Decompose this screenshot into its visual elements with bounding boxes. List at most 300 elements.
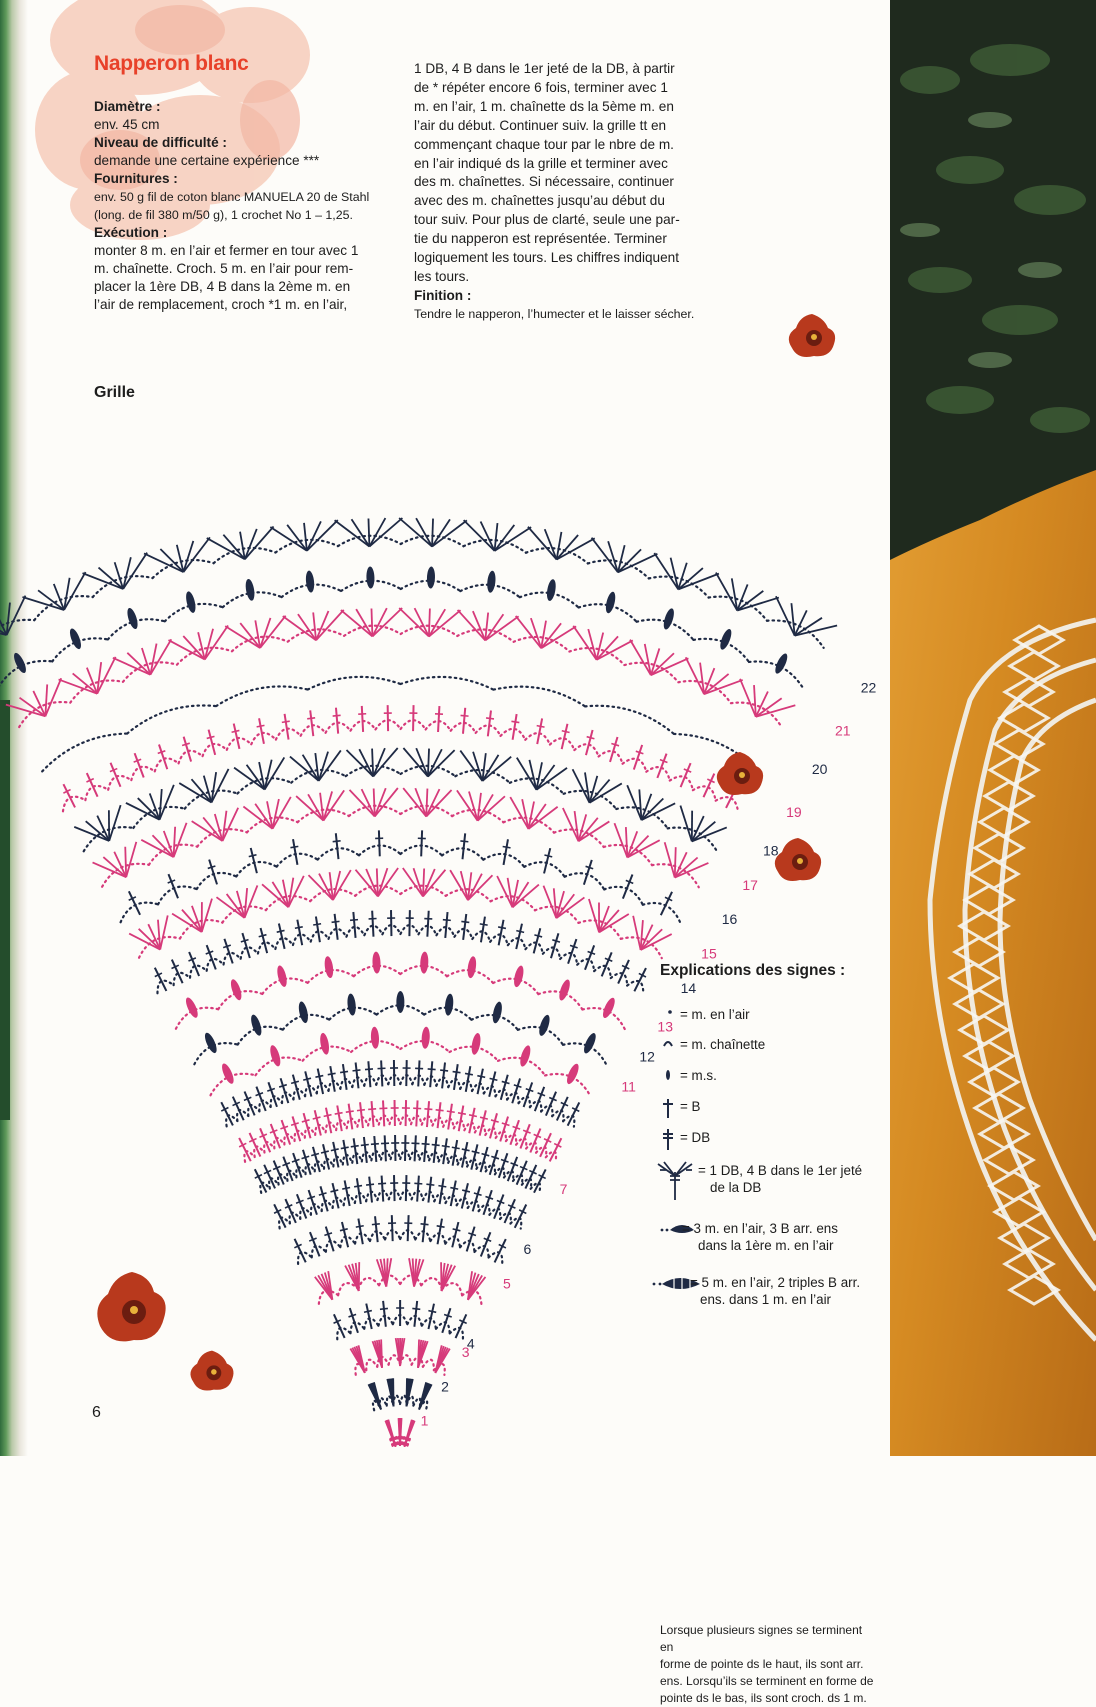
fan-stitch: [665, 842, 675, 877]
info-column: [94, 98, 394, 314]
round-number: 12: [639, 1048, 655, 1064]
stitch-mark: [335, 914, 338, 940]
stitch-mark: [562, 731, 570, 733]
stitch-mark: [481, 1232, 491, 1256]
stitch-mark: [466, 1066, 471, 1092]
fan-stitch: [316, 610, 344, 640]
leaf-stitch: [421, 1027, 430, 1049]
stitch-mark: [224, 939, 232, 964]
stitch-mark: [354, 1186, 362, 1187]
fan-stitch: [125, 847, 126, 877]
round-number: 15: [701, 945, 717, 961]
fan-stitch: [557, 538, 595, 559]
stitch-mark: [282, 721, 290, 722]
fan-stitch: [296, 796, 323, 820]
leaf-stitch: [319, 1032, 331, 1055]
stitch-mark: [424, 1109, 432, 1110]
stitch-mark: [277, 930, 285, 932]
stitch-mark: [618, 960, 629, 984]
fan-stitch: [368, 519, 369, 547]
chain-stitches: [749, 662, 803, 688]
stitch-mark: [330, 1190, 338, 1192]
fan-stitch: [245, 529, 257, 559]
fan-stitch: [429, 609, 445, 636]
stitch-mark: [316, 916, 320, 942]
stitch-mark: [372, 1224, 380, 1225]
stitch-mark: [364, 1311, 372, 1313]
fan-stitch: [633, 916, 640, 950]
fan-stitch: [678, 574, 719, 590]
fan-stitch: [362, 789, 375, 816]
stitch-mark: [129, 891, 140, 914]
fan-stitch: [675, 847, 676, 877]
fan-stitch: [371, 608, 372, 636]
stitch-mark: [412, 1308, 420, 1309]
fan-stitch: [469, 792, 478, 821]
stitch-mark: [418, 1060, 419, 1086]
instruction-line: logiquement les tours. Les chiffres indiquent: [414, 249, 714, 268]
stitch-mark: [586, 730, 593, 755]
fan-stitch: [59, 679, 98, 693]
fan-stitch: [359, 749, 373, 776]
stitch-mark: [318, 1069, 323, 1094]
stitch-mark: [417, 1176, 419, 1202]
fan-stitch: [429, 609, 430, 637]
fan-stitch: [319, 752, 328, 781]
stitch-mark: [337, 1106, 342, 1132]
round-number: 5: [503, 1276, 511, 1292]
fan-stitch: [378, 868, 398, 896]
execution-line: l’air de remplacement, croch *1 m. en l’air,: [94, 296, 394, 314]
stitch-mark: [319, 1193, 327, 1195]
leaf-stitch: [444, 993, 454, 1016]
leaf-stitch: [276, 965, 289, 988]
stitch-mark: [315, 1076, 323, 1078]
fan-stitch: [22, 597, 64, 610]
fan-stitch: [335, 520, 370, 546]
stitch-mark: [302, 1156, 310, 1158]
stitch-mark: [428, 1177, 431, 1203]
stitch-mark: [462, 1190, 470, 1192]
stitch-mark: [259, 718, 264, 744]
stitch-mark: [182, 743, 190, 745]
chain-stitches: [216, 686, 308, 706]
page-number: 6: [92, 1404, 101, 1422]
stitch-mark: [461, 715, 469, 716]
stitch-mark: [315, 1110, 321, 1135]
leaf-stitch: [184, 591, 197, 614]
stitch-mark: [334, 1314, 345, 1338]
fan-stitch: [403, 748, 427, 777]
fan-stitch: [372, 749, 373, 777]
stitch-mark: [379, 830, 380, 856]
stitch-mark: [354, 1138, 358, 1164]
flower-decoration: [712, 748, 768, 800]
stitch-mark: [369, 1177, 372, 1203]
leaf-stitch: [420, 951, 429, 973]
stitch-mark: [481, 917, 485, 943]
stitch-mark: [436, 1110, 444, 1111]
stitch-mark: [450, 1188, 458, 1190]
stitch-mark: [279, 924, 285, 949]
fan-stitch: [740, 679, 756, 717]
stitch-mark: [168, 874, 178, 898]
fan-stitch: [381, 1339, 382, 1367]
fan-stitch: [756, 705, 796, 717]
fan-stitch: [307, 521, 321, 550]
stitch-mark: [233, 1097, 244, 1121]
doily-photo: [890, 0, 1096, 1456]
stitch-mark: [416, 1100, 417, 1126]
chain-stitches: [494, 687, 586, 707]
stitch-mark: [392, 1215, 393, 1241]
stitch-mark: [552, 940, 560, 942]
fan-stitch: [413, 868, 423, 896]
fan-stitch: [290, 757, 319, 781]
stitch-mark: [456, 1314, 467, 1338]
stitch-mark: [382, 1176, 384, 1202]
stitch-mark: [353, 1070, 361, 1071]
round-number: 6: [524, 1241, 532, 1257]
stitch-mark: [534, 935, 542, 937]
stitch-mark: [335, 1113, 343, 1114]
stitch-mark: [661, 892, 672, 915]
fan-stitch: [316, 611, 328, 640]
stitch-mark: [494, 1194, 503, 1218]
stitch-mark: [434, 1137, 437, 1163]
round-number: 17: [742, 877, 758, 893]
stitch-mark: [257, 725, 265, 726]
fan-stitch: [415, 608, 429, 636]
stitch-mark: [634, 968, 646, 991]
fan-stitch: [473, 752, 482, 781]
supplies-label: Fournitures :: [94, 170, 394, 188]
round-number: 14: [681, 980, 697, 996]
stitch-mark: [332, 1183, 338, 1208]
fan-stitch: [478, 796, 505, 820]
stitch-mark: [442, 1308, 450, 1333]
leaf-stitch: [244, 578, 256, 601]
stitch-mark: [320, 1186, 327, 1211]
fan-stitch: [589, 899, 599, 932]
stitch-mark: [421, 830, 422, 856]
round-number: 1: [421, 1413, 429, 1429]
stitch-mark: [562, 724, 568, 749]
stitch-mark: [295, 927, 303, 928]
stitch-mark: [469, 1115, 477, 1117]
stitch-mark: [310, 1232, 320, 1256]
stitch-mark: [375, 1216, 378, 1242]
fan-stitch: [608, 541, 618, 572]
stitch-mark: [463, 914, 466, 940]
stitch-mark: [461, 921, 469, 922]
legend-text: = m. chaînette: [680, 1036, 765, 1053]
fan-stitch: [416, 518, 432, 546]
stitch-mark: [394, 1175, 395, 1201]
stitch-mark: [440, 1178, 444, 1204]
stitch-mark: [414, 1183, 422, 1184]
stitch-mark: [307, 718, 315, 719]
stitch-mark: [462, 833, 465, 859]
stitch-mark: [623, 874, 633, 898]
stitch-mark: [657, 754, 666, 778]
fan-stitch: [704, 680, 743, 694]
stitch-mark: [305, 1071, 311, 1096]
instruction-line: de * répéter encore 6 fois, terminer avec 1: [414, 79, 714, 98]
fan-icon: [660, 1162, 700, 1206]
legend-text: = 1 DB, 4 B dans le 1er jeté de la DB: [698, 1162, 862, 1196]
stitch-mark: [295, 1239, 306, 1262]
stitch-mark: [291, 1123, 299, 1125]
fan-stitch: [308, 875, 332, 900]
fan-stitch: [202, 899, 212, 932]
flower-decoration: [186, 1346, 238, 1396]
stitch-mark: [428, 1311, 436, 1313]
stitch-mark: [535, 1087, 544, 1111]
leaf-stitch: [125, 607, 139, 630]
stitch-mark: [611, 744, 619, 746]
flower-decoration: [770, 834, 826, 886]
stitch-mark: [437, 1226, 445, 1227]
stitch-mark: [340, 1071, 348, 1072]
stitch-mark: [184, 737, 191, 762]
fan-stitch: [468, 875, 492, 900]
stitch-mark: [557, 1097, 568, 1121]
legend-text: = DB: [680, 1129, 710, 1146]
page-title: Napperon blanc: [94, 52, 249, 76]
fan-stitch: [485, 616, 518, 640]
fan-stitch: [403, 788, 426, 817]
stitch-mark: [544, 848, 550, 873]
instruction-line: tour suiv. Pour plus de clarté, seule une par-: [414, 211, 714, 230]
fan-stitch: [45, 678, 61, 716]
stitch-mark: [488, 711, 491, 737]
stitch-mark: [414, 1301, 417, 1327]
stitch-mark: [513, 714, 517, 740]
stitch-mark: [451, 1181, 456, 1206]
fan-stitch: [429, 610, 461, 636]
stitch-mark: [111, 763, 121, 787]
fan-stitch: [323, 790, 344, 820]
stitch-mark: [486, 718, 494, 719]
stitch-mark: [336, 833, 339, 859]
stitch-mark: [366, 1184, 374, 1185]
legend-title: Explications des signes :: [660, 962, 890, 980]
stitch-mark: [159, 745, 167, 770]
stitch-mark: [279, 1085, 287, 1087]
chain-stitches: [42, 734, 127, 772]
stitch-mark: [681, 763, 691, 787]
fan-stitch: [341, 610, 373, 636]
fan-stitch: [333, 870, 351, 900]
stitch-mark: [364, 1137, 367, 1163]
difficulty-label: Niveau de difficulté :: [94, 134, 394, 152]
stitch-mark: [427, 1101, 429, 1127]
stitch-mark: [313, 924, 321, 925]
fan-stitch: [399, 518, 432, 547]
stitch-mark: [440, 1070, 448, 1071]
leaf-stitch: [718, 628, 734, 651]
stitch-mark: [342, 1222, 348, 1247]
stitch-mark: [333, 715, 341, 716]
fan-stitch: [426, 789, 427, 817]
instruction-line: les tours.: [414, 268, 714, 287]
leaf-stitch: [545, 579, 557, 602]
stitch-mark: [467, 1227, 475, 1252]
stitch-mark: [454, 1064, 458, 1090]
stitch-mark: [374, 1136, 376, 1162]
fan-stitch: [450, 870, 468, 900]
stitch-mark: [438, 1102, 441, 1128]
stitch-mark: [445, 912, 447, 938]
stitch-mark: [427, 911, 428, 937]
stitch-mark: [357, 1178, 361, 1204]
leaf-stitch: [249, 1013, 263, 1036]
stitch-mark: [498, 927, 506, 929]
fan-stitch: [183, 541, 193, 572]
stitch-mark: [372, 1101, 374, 1127]
stitch-mark: [448, 1104, 452, 1130]
fan-stitch: [403, 868, 423, 896]
round-number: 20: [812, 761, 828, 777]
stitch-mark: [361, 1145, 369, 1146]
stitch-mark: [371, 1144, 379, 1145]
instruction-line: des m. chaînettes. Si nécessaire, continuer: [414, 173, 714, 192]
leaf-stitch: [466, 956, 477, 979]
round-number: 7: [560, 1181, 568, 1197]
round-number: 22: [861, 680, 877, 696]
fan-stitch: [109, 805, 120, 841]
round-number: 11: [621, 1078, 636, 1094]
stitch-mark: [483, 1190, 491, 1215]
fan-stitch: [126, 842, 136, 877]
round-number: 3: [462, 1344, 470, 1360]
fan-stitch: [531, 618, 541, 648]
stitch-mark: [251, 848, 257, 873]
stitch-mark: [482, 1154, 490, 1156]
leaf-stitch: [491, 1001, 503, 1024]
chain-stitches: [127, 705, 216, 733]
leaf-stitch: [604, 591, 617, 614]
stitch-mark: [291, 1081, 299, 1083]
instruction-line: m. en l’air, 1 m. chaînette ds la 5ème m. en: [414, 98, 714, 117]
instruction-line: commençant chaque tour par le nbre de m.: [414, 136, 714, 155]
stitch-mark: [428, 1304, 434, 1329]
stitch-mark: [234, 724, 240, 749]
legend-text: = m.s.: [680, 1067, 717, 1084]
stitch-mark: [360, 1102, 363, 1128]
round-number: 21: [835, 723, 851, 739]
stitch-mark: [365, 1069, 373, 1070]
fan-stitch: [307, 520, 338, 551]
stitch-mark: [499, 920, 504, 946]
stitch-mark: [332, 921, 340, 922]
stitch-mark: [546, 1092, 556, 1116]
stitch-mark: [432, 1145, 440, 1146]
stitch-mark: [245, 1091, 255, 1115]
fan-stitch: [83, 573, 124, 589]
stitch-mark: [478, 1069, 483, 1094]
stitch-mark: [462, 1149, 470, 1151]
stitch-mark: [534, 928, 541, 953]
stitch-mark: [313, 1147, 320, 1172]
stitch-mark: [323, 1144, 329, 1169]
stitch-mark: [349, 1104, 353, 1130]
stitch-mark: [155, 968, 167, 991]
stitch-mark: [438, 706, 439, 732]
stitch-mark: [239, 1138, 251, 1161]
legend-text: = m. en l’air: [680, 1006, 750, 1023]
fan-stitch: [428, 750, 455, 776]
fan-stitch: [374, 789, 375, 817]
diameter-label: Diamètre :: [94, 98, 394, 116]
stitch-mark: [368, 1109, 376, 1110]
stitch-mark: [472, 1151, 480, 1153]
legend-text: = 3 m. en l’air, 3 B arr. ens dans la 1ère m. en l’air: [682, 1220, 838, 1254]
stitch-mark: [350, 920, 358, 921]
chain-stitches: [308, 677, 401, 690]
stitch-mark: [343, 1064, 347, 1090]
chain-stitches: [358, 1278, 379, 1289]
stitch-mark: [274, 1204, 285, 1227]
stitch-mark: [480, 924, 488, 925]
round-number: 4: [467, 1336, 475, 1352]
fan-stitch: [270, 527, 307, 551]
instruction-line: avec des m. chaînettes jusqu’au début du: [414, 192, 714, 211]
stitch-mark: [290, 846, 298, 847]
stitch-mark: [241, 940, 249, 942]
stitch-mark: [381, 1060, 382, 1086]
leaf-stitch: [229, 978, 244, 1001]
leaf-stitch: [305, 570, 315, 593]
stitch-mark: [357, 1110, 365, 1111]
stitch-mark: [415, 1135, 416, 1161]
fan-stitch: [373, 748, 385, 776]
stitch-mark: [333, 841, 341, 842]
execution-label: Exécution :: [94, 224, 394, 242]
chain-stitches: [421, 1278, 442, 1289]
stitch-mark: [442, 1063, 445, 1089]
stitch-mark: [406, 1175, 407, 1201]
stitch-mark: [452, 1222, 458, 1247]
fan-stitch: [183, 537, 209, 572]
finish-label: Finition :: [414, 287, 714, 306]
stitch-mark: [293, 1116, 301, 1141]
legend-text: = 5 m. en l’air, 2 triples B arr. ens. dans 1 m. en l’air: [690, 1274, 860, 1308]
stitch-mark: [490, 1078, 498, 1080]
stitch-mark: [504, 839, 508, 865]
stitch-mark: [341, 1147, 349, 1148]
stitch-mark: [380, 1308, 388, 1309]
stitch-mark: [458, 1113, 466, 1114]
stitch-mark: [353, 912, 355, 938]
fan-stitch: [225, 626, 260, 648]
stitch-mark: [343, 1140, 348, 1166]
stitch-mark: [256, 1087, 265, 1111]
stitch-mark: [135, 753, 144, 777]
stitch-mark: [551, 933, 558, 958]
stitch-mark: [356, 1226, 364, 1227]
stitch-mark: [587, 737, 595, 739]
stitch-mark: [209, 730, 216, 755]
leaf-stitch: [486, 570, 496, 593]
fan-stitch: [86, 821, 109, 841]
stitch-mark: [584, 860, 592, 885]
stitch-mark: [503, 847, 511, 848]
fan-stitch: [495, 527, 532, 551]
leaf-stitch: [372, 951, 381, 973]
stitch-mark: [524, 1082, 533, 1107]
